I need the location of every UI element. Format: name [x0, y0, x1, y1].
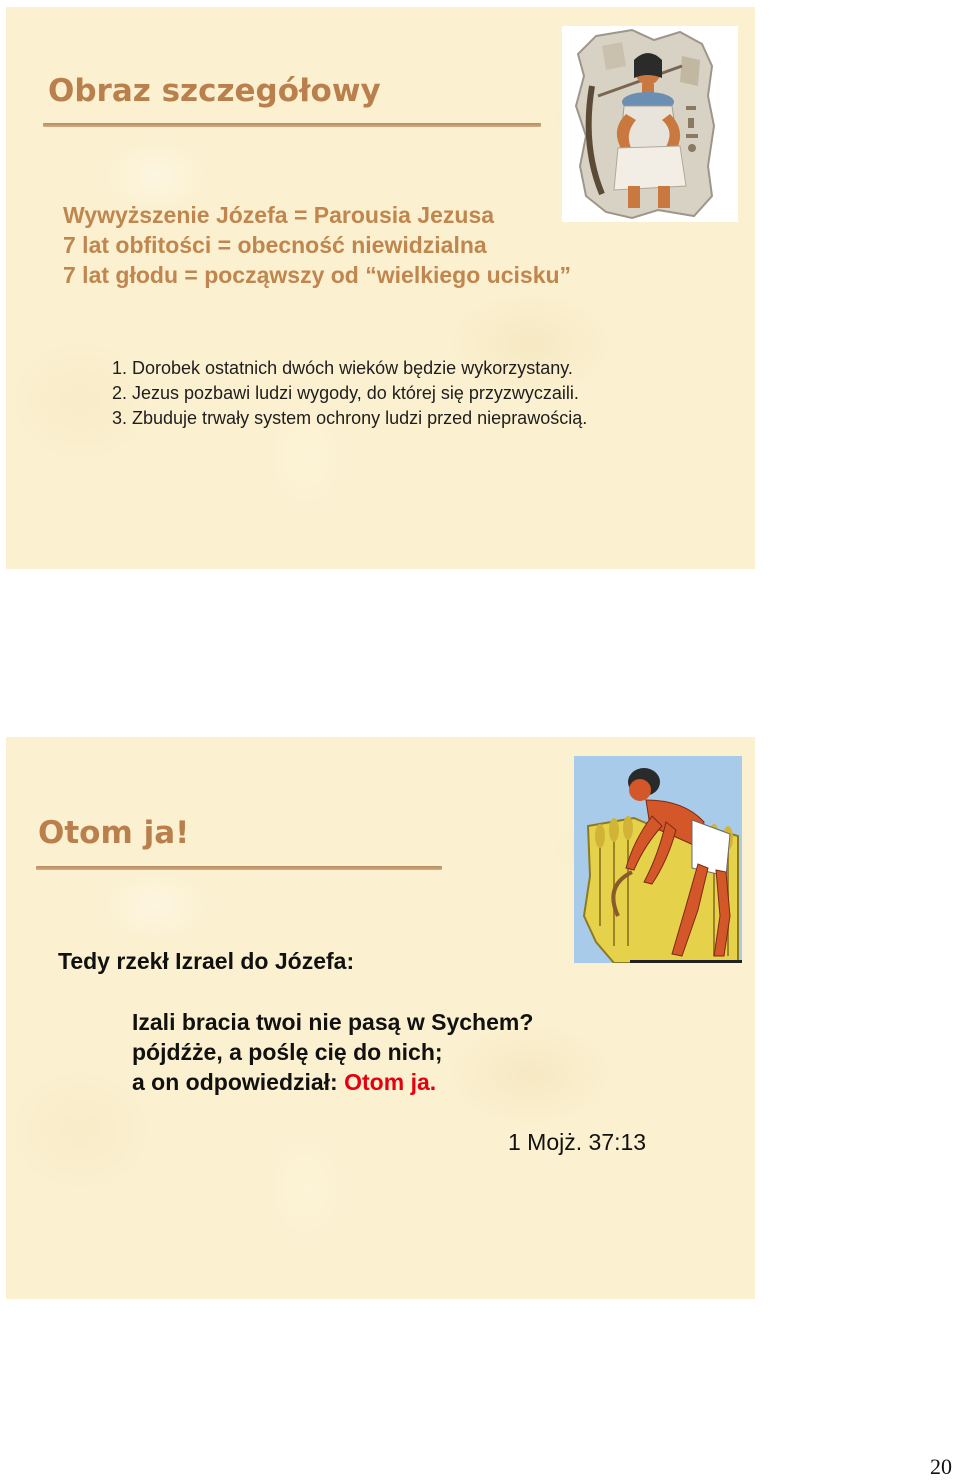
- numbered-points: [112, 356, 587, 431]
- equation-line: Wywyższenie Józefa = Parousia Jezusa: [63, 202, 495, 228]
- slide-obraz-szczegolowy: [6, 7, 755, 569]
- slide-title: Otom ja!: [38, 815, 190, 851]
- egyptian-harpist-fresco-icon: [562, 26, 738, 222]
- egyptian-harvester-fresco-icon: [574, 756, 742, 963]
- list-item: 1. Dorobek ostatnich dwóch wieków będzie wykorzystany.: [112, 358, 573, 378]
- scripture-quote: [132, 1007, 533, 1097]
- scripture-reference: 1 Mojż. 37:13: [508, 1129, 647, 1155]
- page-number: 20: [930, 1454, 952, 1479]
- slide-title: Obraz szczegółowy: [48, 73, 381, 109]
- slide-otom-ja: [6, 737, 755, 1299]
- quote-intro: Tedy rzekł Izrael do Józefa:: [58, 948, 355, 974]
- quote-line: [132, 1067, 533, 1097]
- equation-list: [63, 200, 571, 290]
- title-underline: [43, 123, 541, 127]
- quote-highlight: Otom ja.: [344, 1069, 437, 1095]
- list-item: 2. Jezus pozbawi ludzi wygody, do której się przyzwyczaili.: [112, 383, 579, 403]
- quote-line-prefix: a on odpowiedział:: [132, 1069, 345, 1095]
- equation-line: 7 lat głodu = począwszy od “wielkiego ucisku”: [63, 262, 572, 288]
- quote-line: pójdźże, a poślę cię do nich;: [132, 1039, 443, 1065]
- list-item: 3. Zbuduje trwały system ochrony ludzi przed nieprawością.: [112, 408, 588, 428]
- quote-line: Izali bracia twoi nie pasą w Sychem?: [132, 1009, 534, 1035]
- title-underline: [36, 866, 442, 870]
- equation-line: 7 lat obfitości = obecność niewidzialna: [63, 232, 487, 258]
